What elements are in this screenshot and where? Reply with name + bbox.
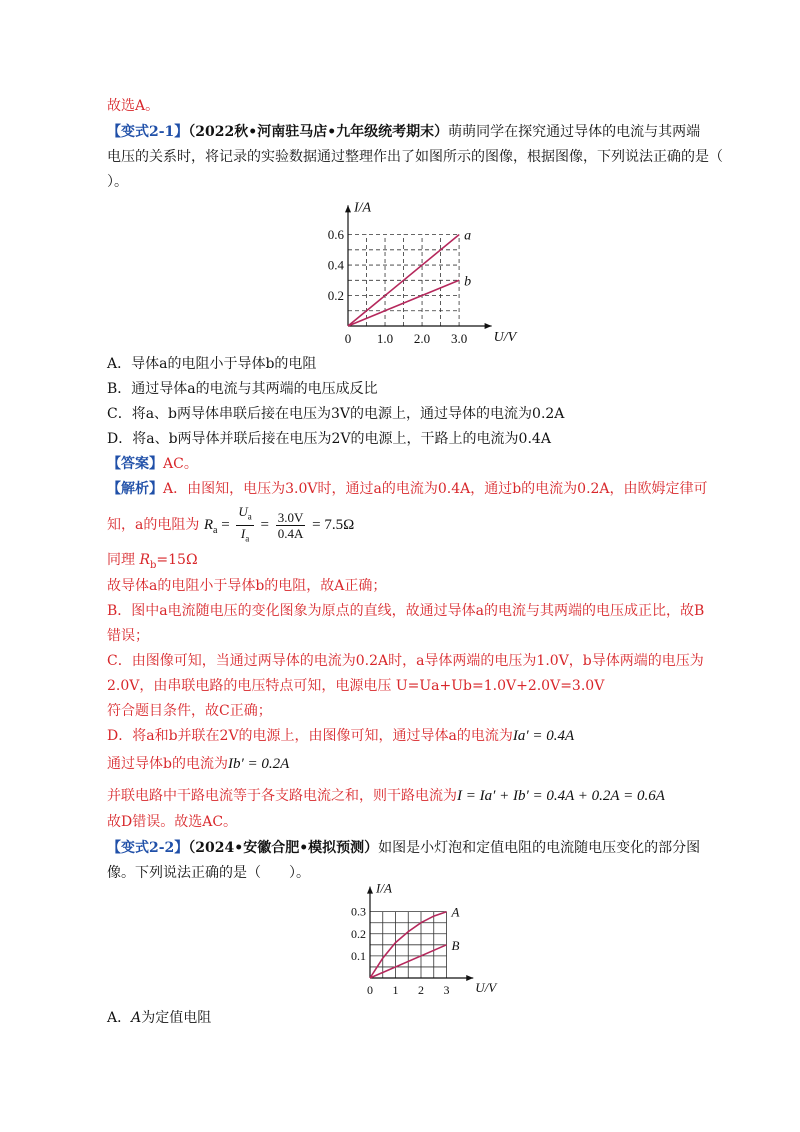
analysis-line-4: 故导体a的电阻小于导体b的电阻，故A正确；	[107, 578, 387, 594]
analysis-line-10: D．将a和b并联在2V的电源上，由图像可知，通过导体a的电流为Ia′ = 0.4A	[107, 728, 575, 744]
analysis-line-6: 错误；	[107, 628, 149, 644]
iu-graph-2	[340, 882, 500, 1002]
x-tick-label: 1	[392, 983, 399, 997]
fraction-values: $\frac{3.0V}{0.4A}$	[277, 509, 304, 541]
question-2-stem: 像。下列说法正确的是（ ）。	[107, 865, 310, 881]
x-axis-arrow	[466, 975, 473, 981]
x-axis-label: U/V	[475, 980, 497, 995]
series-label-A: A	[451, 904, 460, 920]
series-label-B: B	[451, 937, 460, 953]
option-d: D．将a、b两导体并联后接在电压为2V的电源上，干路上的电流为0.4A	[107, 431, 551, 447]
option-c: C．将a、b两导体串联后接在电压为3V的电源上，通过导体的电流为0.2A	[107, 406, 565, 422]
option-a: A．导体a的电阻小于导体b的电阻	[107, 356, 317, 372]
answer: 【答案】AC。	[107, 456, 198, 472]
x-tick-label: 1.0	[376, 331, 394, 346]
y-tick-label: 0.4	[327, 257, 344, 273]
question-2-header: 【变式2-2】（2024•安徽合肥•模拟预测）如图是小灯泡和定值电阻的电流随电压变化的部分图	[107, 840, 701, 856]
answer-tag: 【答案】	[107, 456, 163, 472]
analysis-line-3: 同理 $R_b=15\Omega$	[107, 552, 198, 571]
series-label-a: a	[464, 228, 472, 244]
analysis-line-8: 2.0V，由串联电路的电压特点可知，电源电压 U=Ua+Ub=1.0V+2.0V=3.0V	[107, 678, 605, 694]
analysis-line-13: 故D错误。故选AC。	[107, 814, 238, 830]
x-tick-label: 2.0	[413, 331, 431, 346]
fraction-u-over-i: $\frac{U_a}{I_a}$	[238, 504, 252, 544]
analysis-line-1: 【解析】A．由图知，电压为3.0V时，通过a的电流为0.4A，通过b的电流为0.2A，由欧姆定律可	[107, 481, 708, 497]
x-tick-label: 0	[344, 331, 352, 346]
question-1-stem-end: ）。	[107, 174, 128, 190]
x-axis-label: U/V	[493, 330, 517, 345]
y-tick-label: 0.3	[351, 904, 366, 919]
y-axis-arrow	[345, 205, 351, 212]
question-source: （2022秋•河南驻马店•九年级统考期末）	[188, 124, 449, 140]
question-tag: 【变式2-2】	[107, 840, 189, 856]
x-tick-label: 0	[367, 983, 373, 997]
y-tick-label: 0.2	[351, 926, 366, 941]
question-2-option-a: A．A为定值电阻	[107, 1010, 212, 1026]
y-tick-label: 0.6	[327, 226, 344, 242]
question-1-stem: 电压的关系时，将记录的实验数据通过整理作出了如图所示的图像，根据图像，下列说法正确的是（	[107, 149, 723, 165]
answer-line: 故选A。	[107, 98, 160, 114]
analysis-tag: 【解析】	[107, 481, 163, 497]
analysis-line-5: B．图中a电流随电压的变化图象为原点的直线，故通过导体a的电流与其两端的电压成正比，故B	[107, 603, 705, 619]
y-axis-label: I/A	[354, 200, 372, 216]
y-axis-arrow	[367, 887, 373, 894]
option-b: B．通过导体a的电流与其两端的电压成反比	[107, 381, 378, 397]
analysis-line-11: 通过导体b的电流为Ib′ = 0.2A	[107, 756, 290, 772]
series-label-b: b	[464, 274, 472, 290]
analysis-line-12: 并联电路中干路电流等于各支路电流之和，则干路电流为I = Ia′ + Ib′ = 0.4A + 0.2A = 0.6A	[107, 788, 665, 804]
question-1-header: 【变式2-1】（2022秋•河南驻马店•九年级统考期末）萌萌同学在探究通过导体的电流与其两端	[107, 124, 701, 140]
question-source: （2024•安徽合肥•模拟预测）	[188, 840, 379, 856]
x-tick-label: 2	[418, 983, 424, 997]
y-axis-label: I/A	[376, 880, 392, 896]
x-tick-label: 3	[443, 983, 450, 997]
analysis-line-7: C．由图像可知，当通过两导体的电流为0.2A时，a导体两端的电压为1.0V，b导体两端的电压为	[107, 653, 704, 669]
analysis-line-9: 符合题目条件，故C正确；	[107, 703, 272, 719]
iu-graph-1	[310, 188, 517, 350]
y-tick-label: 0.1	[351, 948, 366, 963]
question-tag: 【变式2-1】	[107, 124, 189, 140]
x-tick-label: 3.0	[450, 331, 468, 346]
x-axis-arrow	[485, 323, 492, 329]
analysis-line-2: 知，a的电阻为 $R_a$ = $\frac{U_a}{I_a}$ = $\frac{3.0V}{0.4A}$ = 7.5Ω	[107, 504, 354, 546]
y-tick-label: 0.2	[327, 287, 344, 303]
